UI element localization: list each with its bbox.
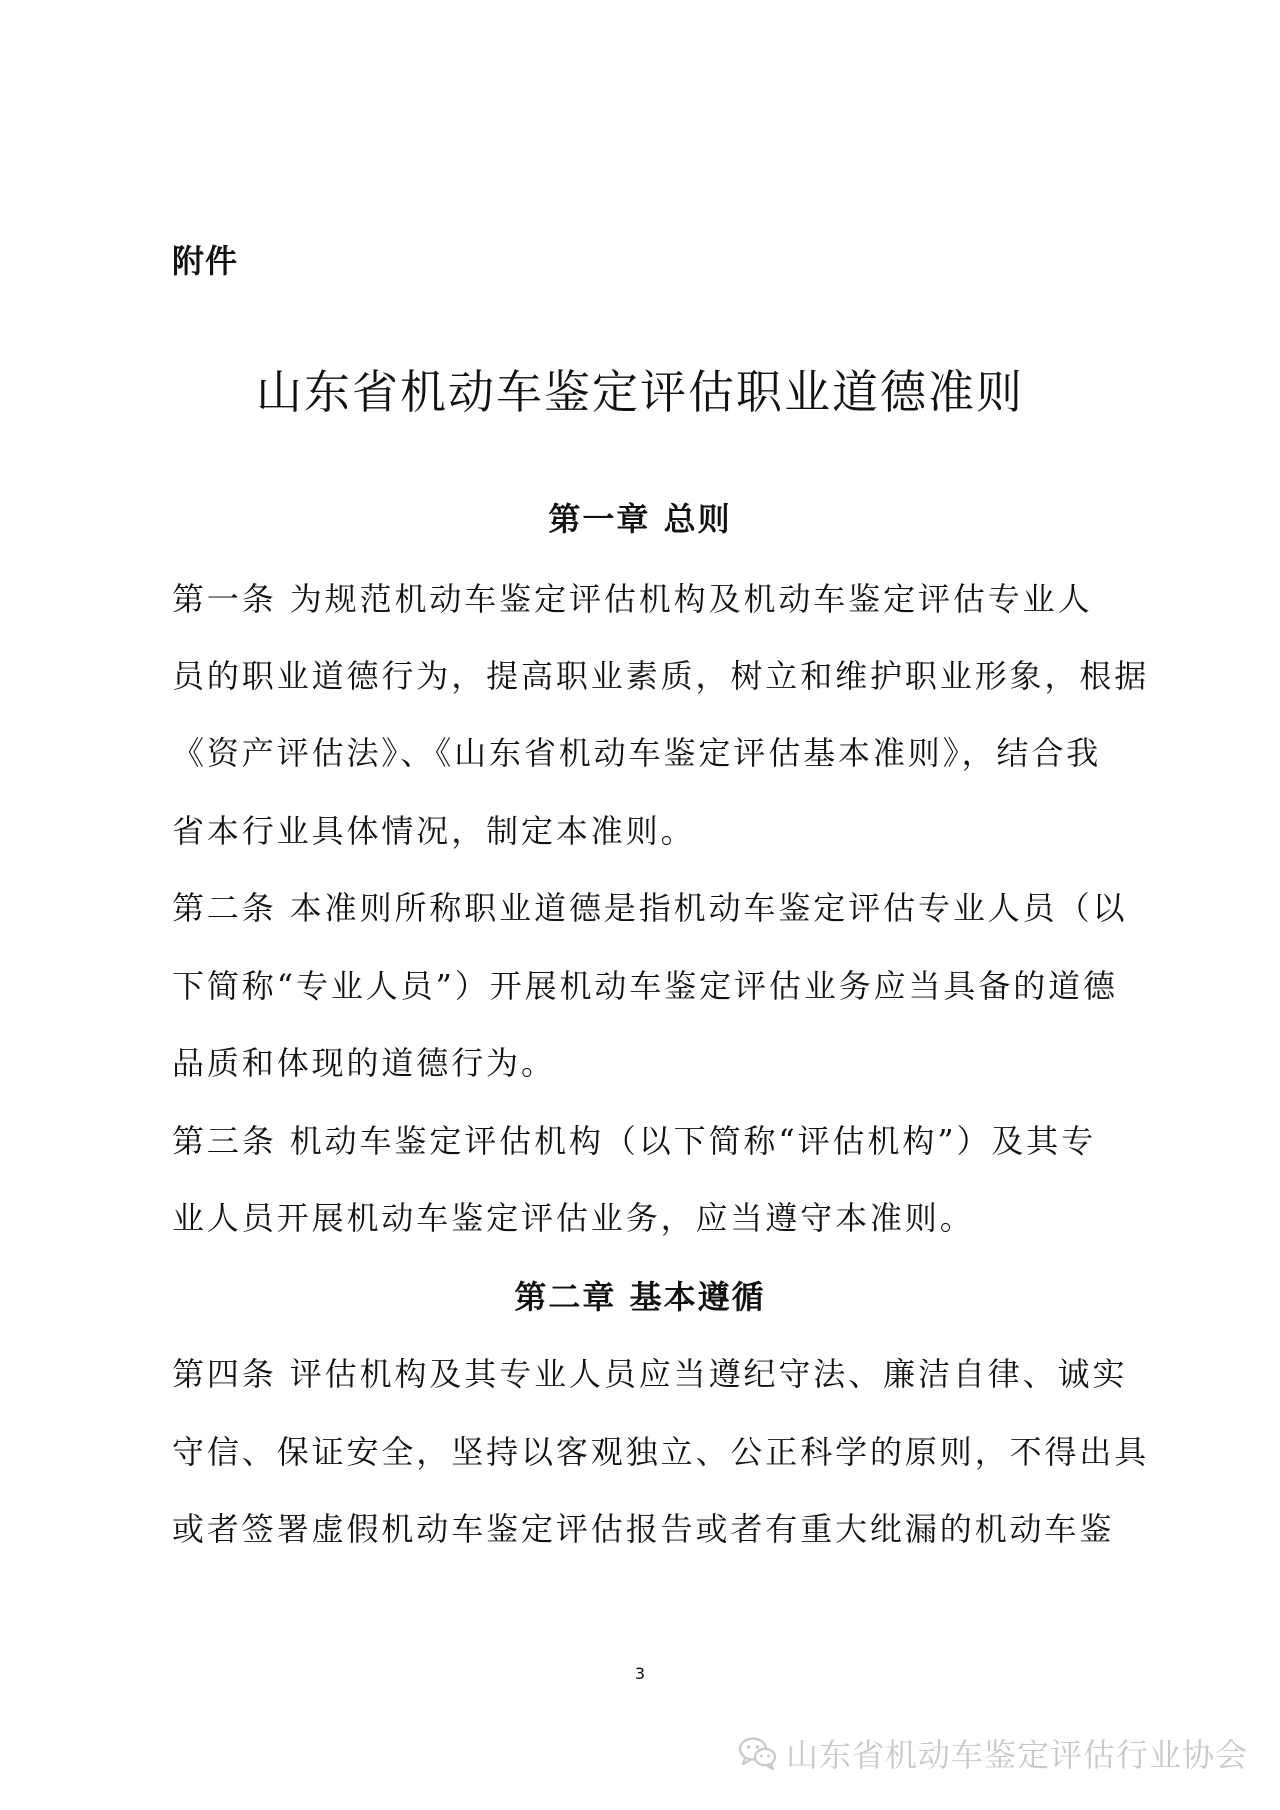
text-line: 第三条 机动车鉴定评估机构（以下简称“评估机构”）及其专	[172, 1122, 1097, 1160]
text-line: 或者签署虚假机动车鉴定评估报告或者有重大纰漏的机动车鉴	[172, 1510, 1115, 1548]
text-line: 业人员开展机动车鉴定评估业务，应当遵守本准则。	[172, 1199, 975, 1237]
page-number: 3	[634, 1664, 646, 1683]
page-title: 山东省机动车鉴定评估职业道德准则	[256, 365, 1024, 419]
chapter-heading: 第一章 总则	[548, 500, 732, 538]
text-line: 下简称“专业人员”）开展机动车鉴定评估业务应当具备的道德	[172, 967, 1118, 1005]
text-line: 品质和体现的道德行为。	[172, 1044, 556, 1082]
text-line: 省本行业具体情况，制定本准则。	[172, 812, 696, 850]
text-line: 《资产评估法》、《山东省机动车鉴定评估基本准则》，结合我	[172, 734, 1102, 772]
chapter-heading: 第二章 基本遵循	[514, 1278, 766, 1316]
wechat-icon	[738, 1736, 778, 1770]
watermark	[738, 1730, 1248, 1776]
text-line: 第二条 本准则所称职业道德是指机动车鉴定评估专业人员（以	[172, 889, 1128, 927]
text-line: 第一条 为规范机动车鉴定评估机构及机动车鉴定评估专业人	[172, 580, 1093, 618]
text-line: 守信、保证安全，坚持以客观独立、公正科学的原则，不得出具	[172, 1433, 1150, 1471]
text-line: 员的职业道德行为，提高职业素质，树立和维护职业形象，根据	[172, 657, 1150, 695]
attachment-label: 附件	[172, 242, 239, 280]
text-line: 第四条 评估机构及其专业人员应当遵纪守法、廉洁自律、诚实	[172, 1355, 1128, 1393]
watermark-text: 山东省机动车鉴定评估行业协会	[785, 1736, 1248, 1774]
